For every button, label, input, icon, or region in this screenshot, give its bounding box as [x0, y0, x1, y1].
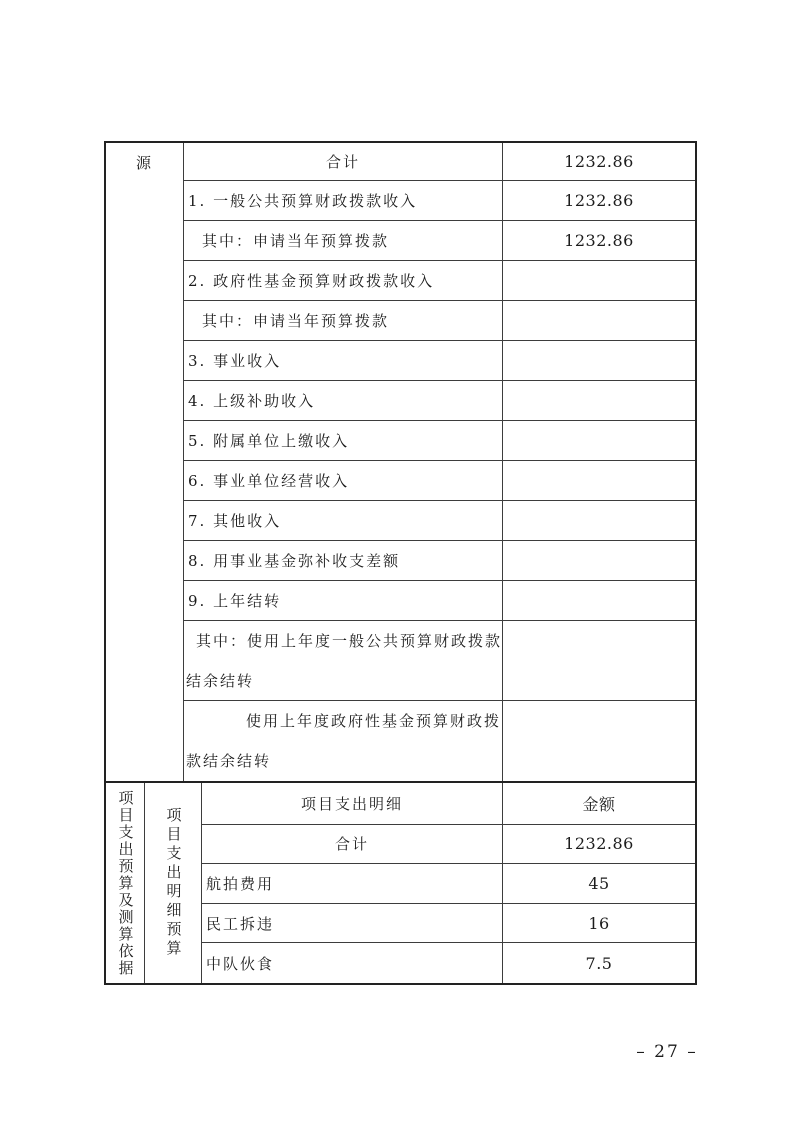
project-detail-side-label [145, 783, 202, 983]
table-row [184, 181, 695, 221]
table-header-row [202, 783, 695, 825]
row-label: 中队伙食 [206, 954, 275, 973]
table-row [202, 825, 695, 865]
row-label: 合计 [334, 835, 369, 854]
project-expenditure-side-label [106, 783, 145, 983]
row-value: 7.5 [502, 943, 695, 983]
row-value: 45 [502, 864, 695, 903]
table-row [184, 381, 695, 421]
table-row [184, 541, 695, 581]
table-row [202, 864, 695, 904]
row-label: 其中：申请当年预算拨款 [201, 232, 389, 250]
table-row [184, 143, 695, 181]
row-label: 2. 政府性基金预算财政拨款收入 [187, 272, 435, 290]
table-row [184, 221, 695, 261]
row-value [502, 381, 695, 420]
row-label: 民工拆违 [206, 914, 275, 933]
project-expenditure-section [106, 781, 695, 983]
row-value [502, 541, 695, 580]
row-label-line1: 其中：使用上年度一般公共预算财政拨款 [195, 632, 502, 650]
row-value: 1232.86 [502, 221, 695, 260]
funding-source-rows [184, 143, 695, 781]
row-value [502, 421, 695, 460]
row-value [502, 621, 695, 700]
row-label [184, 621, 502, 700]
table-row [184, 501, 695, 541]
row-value: 16 [502, 904, 695, 943]
row-value: 1232.86 [502, 181, 695, 220]
row-label: 其中：申请当年预算拨款 [201, 312, 389, 330]
side-label-text: 项目支出明细预算 [164, 807, 183, 959]
row-label-line1: 使用上年度政府性基金预算财政拨 [245, 712, 501, 730]
row-value [502, 581, 695, 620]
row-value: 1232.86 [502, 825, 695, 864]
row-value [502, 261, 695, 300]
row-label: 9. 上年结转 [187, 592, 282, 610]
table-row [184, 701, 695, 781]
row-value: 1232.86 [502, 143, 695, 180]
row-value [502, 341, 695, 380]
table-row [202, 943, 695, 983]
page-number: – 27 – [636, 1042, 698, 1062]
budget-table [104, 141, 697, 985]
table-row [184, 421, 695, 461]
table-row [184, 581, 695, 621]
table-row [184, 621, 695, 701]
row-label-line2: 款结余结转 [185, 752, 271, 770]
row-value [502, 501, 695, 540]
row-value [502, 701, 695, 781]
row-label: 3. 事业收入 [187, 352, 282, 370]
project-expenditure-rows [202, 783, 695, 983]
row-label: 4. 上级补助收入 [187, 392, 316, 410]
table-row [184, 301, 695, 341]
row-label: 6. 事业单位经营收入 [187, 472, 350, 490]
row-label: 合计 [325, 153, 360, 171]
column-header-detail: 项目支出明细 [300, 794, 403, 813]
row-label-line2: 结余结转 [185, 672, 254, 690]
row-label: 航拍费用 [206, 874, 275, 893]
funding-source-section [106, 143, 695, 781]
row-label: 8. 用事业基金弥补收支差额 [187, 552, 401, 570]
side-label-text: 源 [135, 154, 153, 172]
row-value [502, 301, 695, 340]
table-row [184, 261, 695, 301]
row-label: 5. 附属单位上缴收入 [187, 432, 350, 450]
column-header-amount: 金额 [502, 783, 695, 824]
row-label [184, 701, 502, 781]
row-label: 7. 其他收入 [187, 512, 282, 530]
table-row [184, 341, 695, 381]
funding-source-side-label [106, 143, 184, 781]
table-row [202, 904, 695, 944]
row-value [502, 461, 695, 500]
table-row [184, 461, 695, 501]
side-label-text: 项目支出预算及测算依据 [116, 789, 135, 977]
row-label: 1. 一般公共预算财政拨款收入 [187, 192, 418, 210]
